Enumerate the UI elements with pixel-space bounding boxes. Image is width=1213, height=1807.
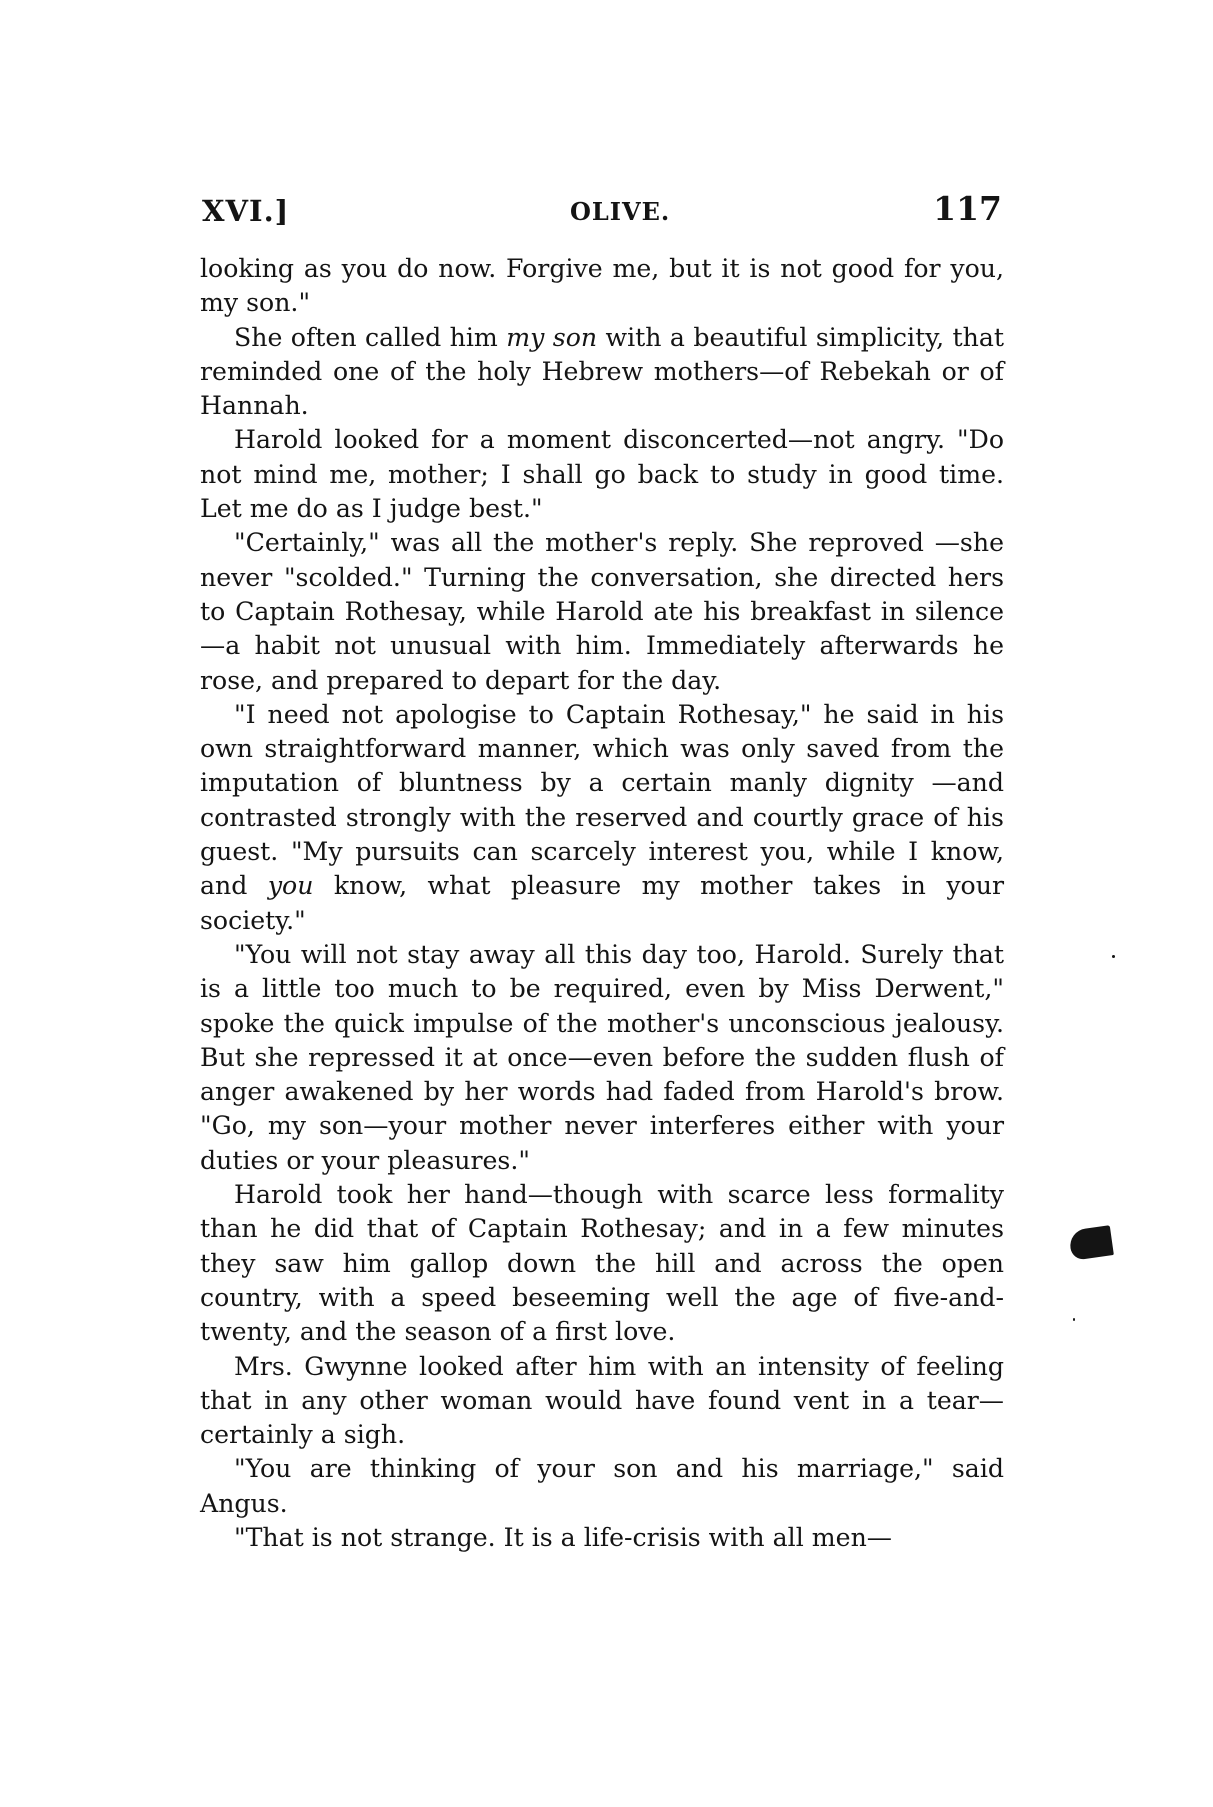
book-title: OLIVE. <box>570 197 671 226</box>
italic-text: you <box>267 871 314 901</box>
text-run: "I need not apologise to Captain Rothesay," he said in his own straightforward manner, which was only saved from the imputation of bluntness by a certain manly dignity —and contrasted strongly with the reserved and courtly grace of his guest. "My pursuits can scarcely interest you, while I know, and <box>200 699 1004 901</box>
paragraph: "Certainly," was all the mother's reply. She reproved —she never "scolded." Turning the conversation, she directed hers to Captain Rothesay, while Harold ate his breakfast in silence—a habit not unusual with him. Immediately afterwards he rose, and prepared to depart for the day. <box>200 528 1004 695</box>
paragraph: Mrs. Gwynne looked after him with an intensity of feeling that in any other woman would have found vent in a tear—certainly a sigh. <box>200 1351 1004 1450</box>
paragraph: "That is not strange. It is a life-crisis with all men— <box>234 1522 892 1552</box>
paragraph: Harold took her hand—though with scarce less formality than he did that of Captain Rothesay; and in a few minutes they saw him gallop down the hill and across the open country, with a speed beseeming well the age of five-and-twenty, and the season of a first love. <box>200 1180 1004 1347</box>
page-number: 117 <box>933 189 1002 228</box>
text-run: know, what pleasure my mother takes in your society." <box>200 871 1004 935</box>
text-run: with a beautiful simplicity, that reminded one of the holy Hebrew mothers—of Rebekah or of Hannah. <box>200 322 1005 421</box>
scan-ink-mark <box>1068 1225 1114 1261</box>
paragraph: "You will not stay away all this day too, Harold. Surely that is a little too much to be required, even by Miss Derwent," spoke the quick impulse of the mother's unconscious jealousy. But she repressed it at once—even before the sudden flush of anger awakened by her words had faded from Harold's brow. "Go, my son—your mother never interferes either with your duties or your pleasures." <box>200 939 1004 1175</box>
paragraph <box>200 698 1004 938</box>
text-run: She often called him <box>234 322 507 352</box>
paragraph: Harold looked for a moment disconcerted—not angry. "Do not mind me, mother; I shall go back to study in good time. Let me do as I judge best." <box>200 425 1004 524</box>
paragraph: "You are thinking of your son and his marriage," said Angus. <box>200 1454 1004 1518</box>
paragraph: looking as you do now. Forgive me, but it is not good for you, my son." <box>200 254 1004 318</box>
book-page <box>200 189 1005 1555</box>
paragraph <box>200 321 1004 424</box>
italic-text: my son <box>506 322 598 352</box>
body-text <box>200 252 1004 1555</box>
scan-speck <box>1073 1318 1075 1321</box>
running-head <box>200 189 1004 242</box>
chapter-number: XVI.] <box>202 194 290 228</box>
scan-speck <box>1112 955 1115 958</box>
